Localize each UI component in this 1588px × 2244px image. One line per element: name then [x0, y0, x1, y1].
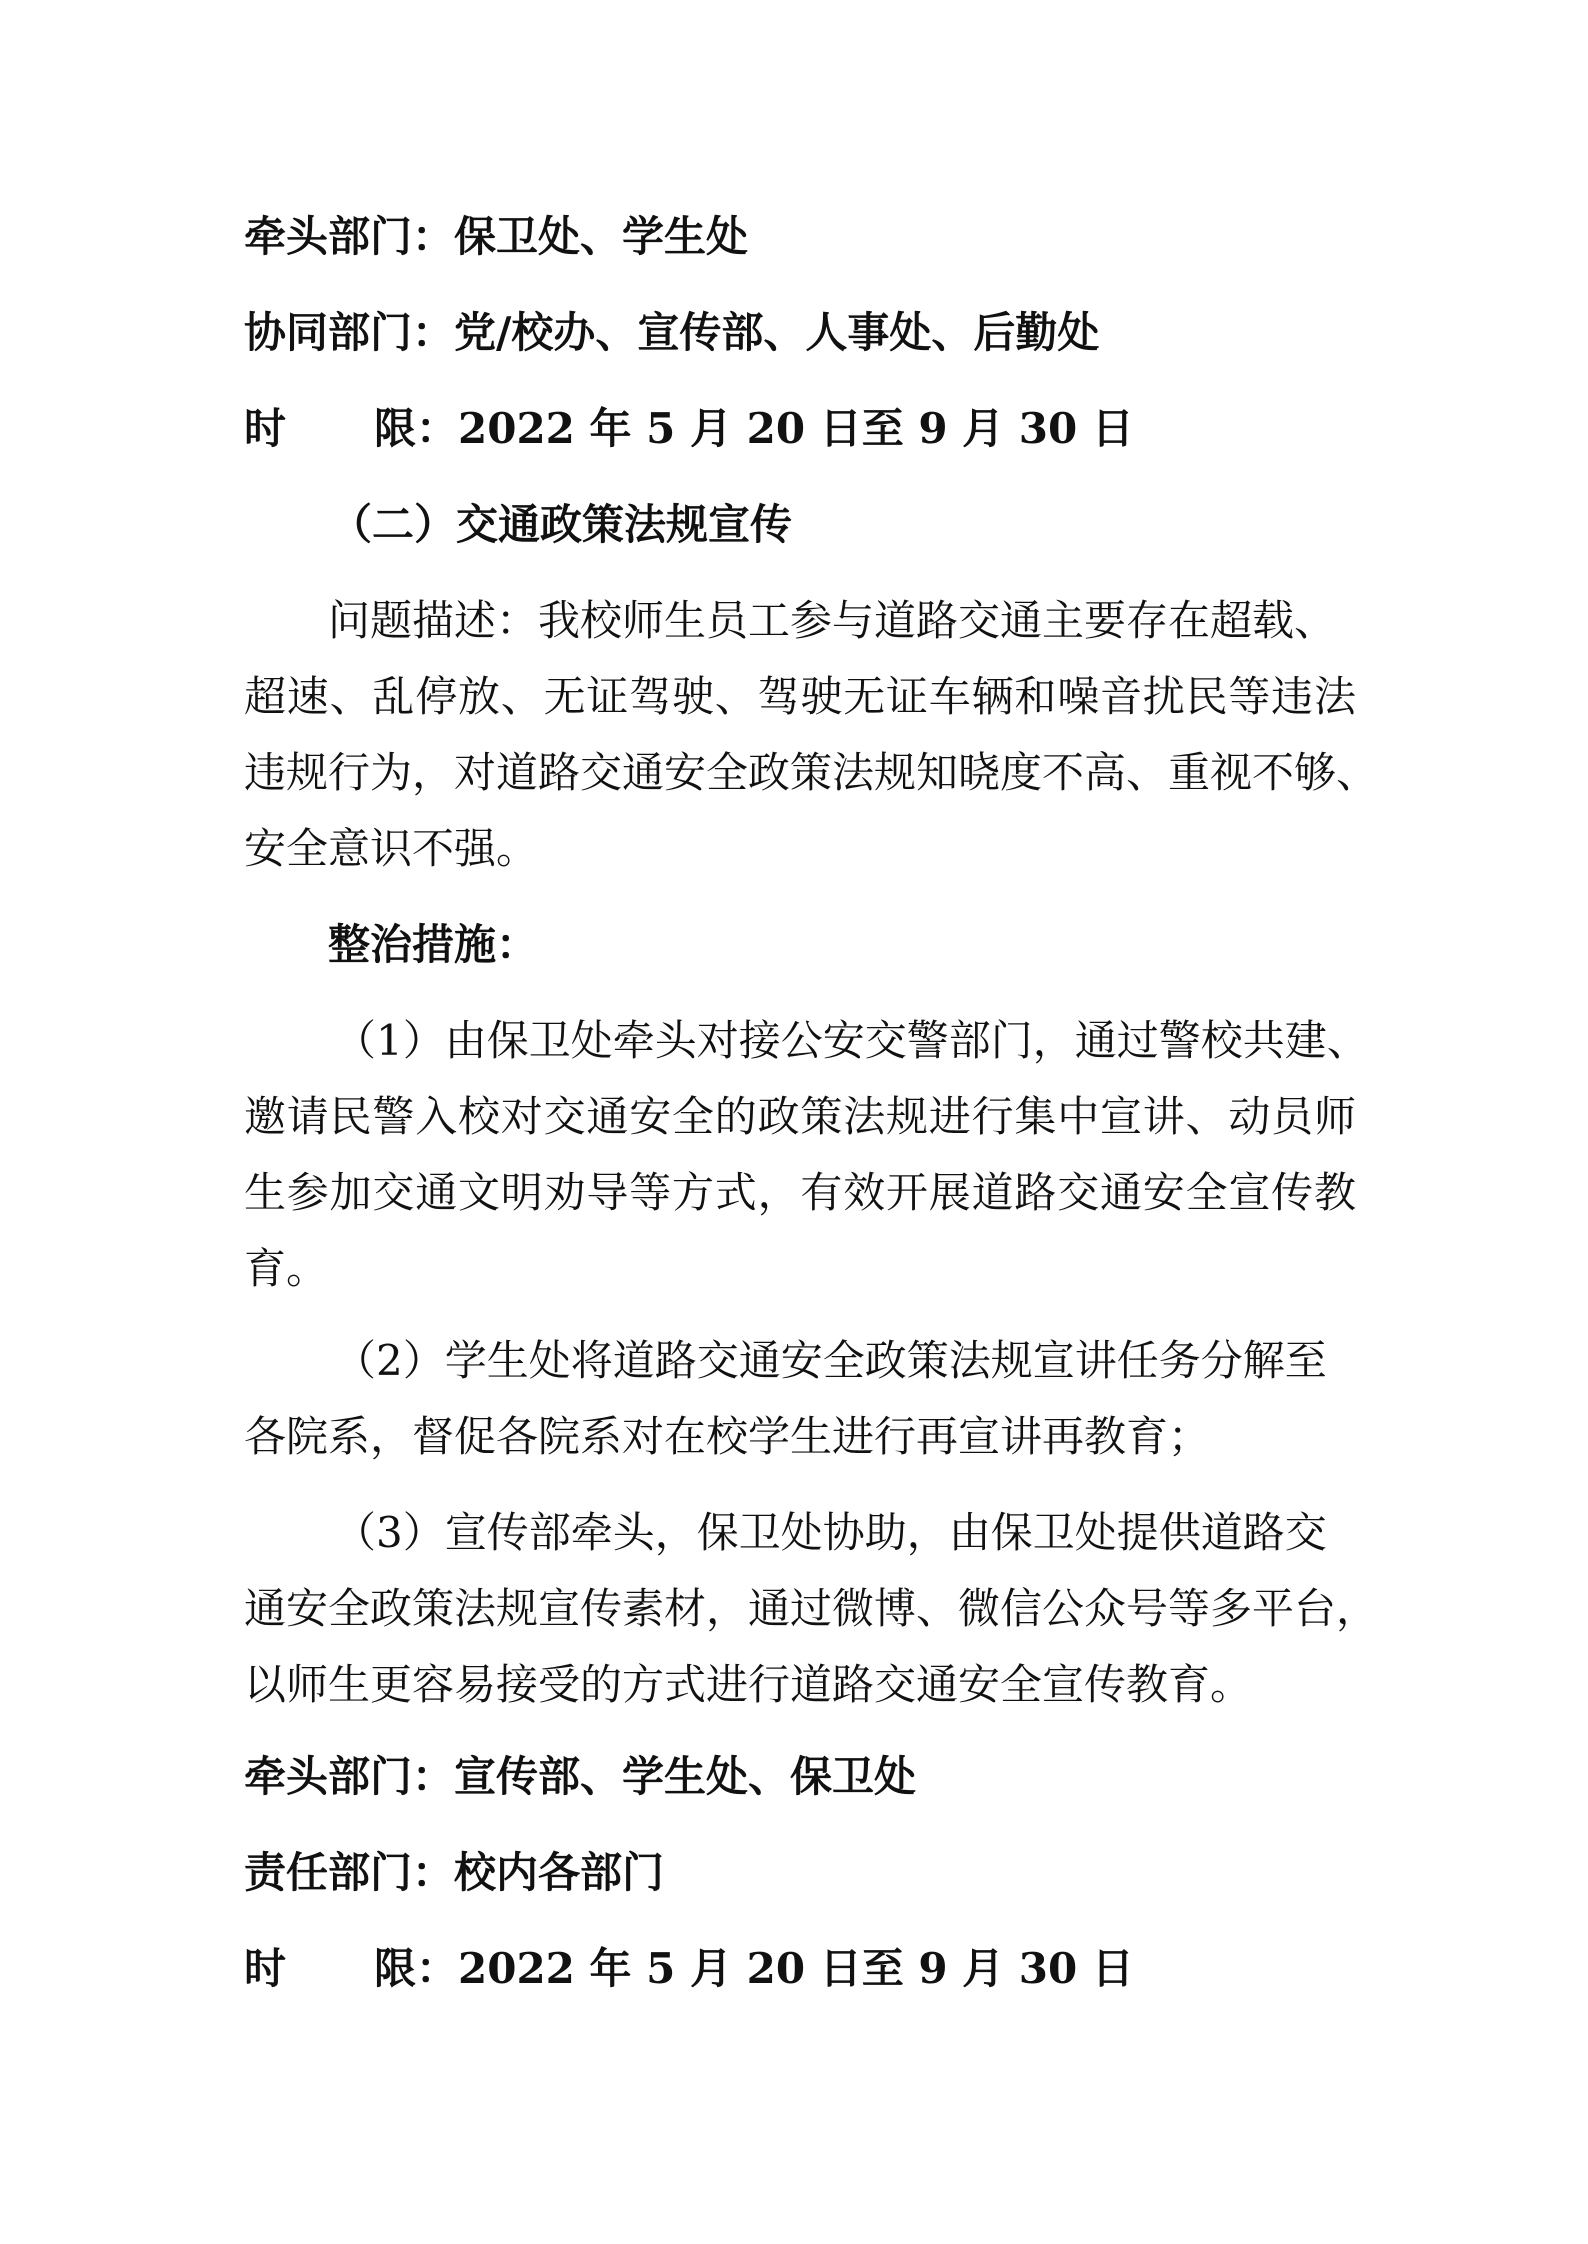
measure-1-line-3: 生参加交通文明劝导等方式，有效开展道路交通安全宣传教 [244, 1168, 1356, 1217]
section-heading: （二）交通政策法规宣传 [330, 500, 793, 549]
time-limit-value-2: 2022 年 5 月 20 日至 9 月 30 日 [458, 1944, 1134, 1993]
measure-2-line-1: （2）学生处将道路交通安全政策法规宣讲任务分解至 [334, 1336, 1327, 1385]
cooperating-department-line [244, 296, 1364, 370]
problem-line-2: 超速、乱停放、无证驾驶、驾驶无证车辆和噪音扰民等违法 [244, 672, 1356, 721]
problem-line-1: 问题描述：我校师生员工参与道路交通主要存在超载、 [328, 596, 1337, 645]
time-limit-line-2 [244, 1932, 1364, 2006]
time-limit-line [244, 392, 1364, 466]
measure-3-line-3: 以师生更容易接受的方式进行道路交通安全宣传教育。 [244, 1660, 1253, 1709]
lead-department-label-2: 牵头部门： [244, 1752, 455, 1801]
problem-line-3: 违规行为，对道路交通安全政策法规知晓度不高、重视不够、 [244, 748, 1379, 797]
time-limit-label-a-2: 时 [244, 1944, 287, 1993]
time-limit-value: 2022 年 5 月 20 日至 9 月 30 日 [458, 404, 1134, 453]
cooperating-department-value: 党/校办、宣传部、人事处、后勤处 [454, 308, 1100, 357]
problem-line-4: 安全意识不强。 [244, 824, 539, 873]
lead-department-line-2 [244, 1740, 1364, 1814]
measure-2-line-2: 各院系，督促各院系对在校学生进行再宣讲再教育； [244, 1412, 1211, 1461]
time-limit-label-b: 限： [374, 404, 459, 453]
responsible-department-label: 责任部门： [244, 1848, 455, 1897]
time-limit-label-a: 时 [244, 404, 287, 453]
measure-3-line-2: 通安全政策法规宣传素材，通过微博、微信公众号等多平台， [244, 1584, 1379, 1633]
measure-1-line-1: （1）由保卫处牵头对接公安交警部门，通过警校共建、 [334, 1016, 1369, 1065]
responsible-department-value: 校内各部门 [454, 1848, 665, 1897]
measure-3-line-1: （3）宣传部牵头，保卫处协助，由保卫处提供道路交 [334, 1508, 1327, 1557]
measures-title: 整治措施： [328, 920, 539, 969]
measure-1-line-4: 育。 [244, 1244, 329, 1293]
time-limit-label-b-2: 限： [374, 1944, 459, 1993]
lead-department-line [244, 200, 1364, 274]
lead-department-value-2: 宣传部、学生处、保卫处 [454, 1752, 917, 1801]
cooperating-department-label: 协同部门： [244, 308, 455, 357]
responsible-department-line [244, 1836, 1364, 1910]
lead-department-label: 牵头部门： [244, 212, 455, 261]
lead-department-value: 保卫处、学生处 [454, 212, 749, 261]
measure-1-line-2: 邀请民警入校对交通安全的政策法规进行集中宣讲、动员师 [244, 1092, 1356, 1141]
